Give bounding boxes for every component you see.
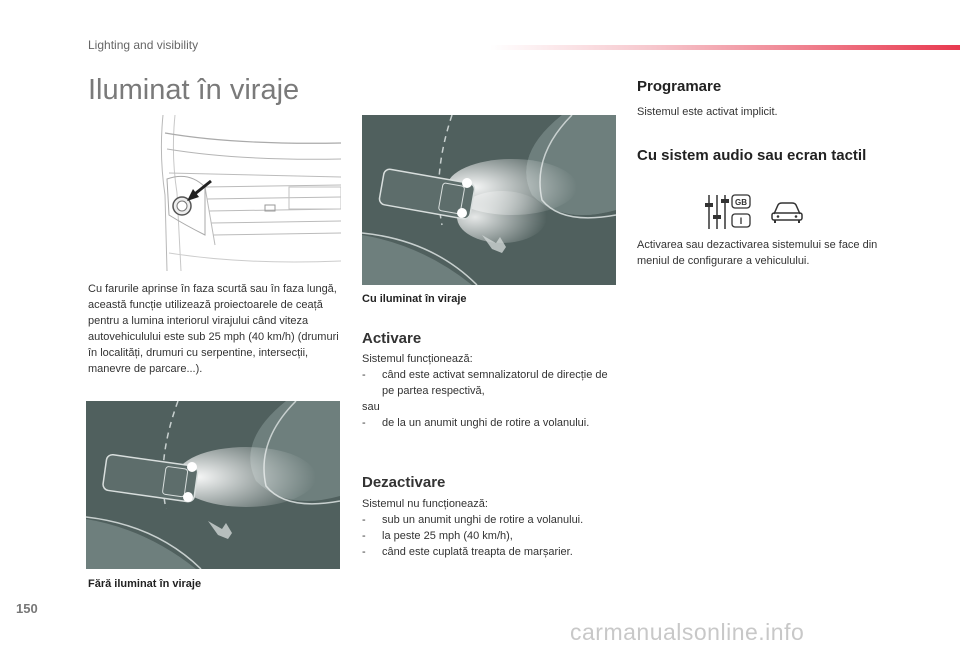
dezactivare-section bbox=[362, 496, 620, 560]
activare-section bbox=[362, 351, 620, 431]
page-title: Iluminat în viraje bbox=[88, 74, 300, 106]
badge-gb: GB bbox=[735, 198, 747, 207]
list-item-text: de la un anumit unghi de rotire a volanului. bbox=[382, 417, 590, 429]
dezactivare-heading: Dezactivare bbox=[362, 474, 446, 491]
bumper-illustration bbox=[145, 115, 341, 271]
list-item bbox=[362, 415, 620, 431]
section-label: Lighting and visibility bbox=[88, 38, 199, 52]
activare-or: sau bbox=[362, 401, 380, 413]
dash: - bbox=[362, 417, 366, 429]
page-number: 150 bbox=[16, 601, 38, 616]
illustration-without-cornering-light bbox=[86, 401, 340, 569]
programare-heading: Programare bbox=[637, 78, 722, 95]
badge-i: I bbox=[739, 216, 743, 226]
activare-heading: Activare bbox=[362, 330, 422, 347]
dash: - bbox=[362, 369, 366, 381]
settings-sliders-icon bbox=[703, 193, 753, 231]
list-item-text: când este activat semnalizatorul de direcție de pe partea respectivă, bbox=[382, 369, 608, 397]
watermark: carmanualsonline.info bbox=[570, 619, 805, 645]
car-icon bbox=[770, 200, 804, 224]
list-item bbox=[362, 528, 620, 544]
intro-paragraph: Cu farurile aprinse în faza scurtă sau în faza lungă, această funcție utilizează proiectoarele de ceață pentru a lumina interiorul virajului când viteza autovehiculului este sub 25 mph (40 km/h) (drumuri în localități, drumuri cu serpentine, intersecții, manevre de parcare...). bbox=[88, 283, 339, 375]
list-item-text: sub un anumit unghi de rotire a volanului. bbox=[382, 514, 584, 526]
list-item-text: când este cuplată treapta de marșarier. bbox=[382, 546, 573, 558]
list-item bbox=[362, 544, 620, 560]
list-item bbox=[362, 367, 620, 399]
dash: - bbox=[362, 514, 366, 526]
caption-without-cornering-light: Fără iluminat în viraje bbox=[88, 578, 202, 590]
programare-text: Sistemul este activat implicit. bbox=[637, 106, 778, 118]
dash: - bbox=[362, 530, 366, 542]
audio-heading: Cu sistem audio sau ecran tactil bbox=[637, 147, 867, 164]
list-item bbox=[362, 512, 620, 528]
header-accent-bar bbox=[490, 45, 960, 50]
caption-with-cornering-light: Cu iluminat în viraje bbox=[362, 293, 467, 305]
dezactivare-lead: Sistemul nu funcționează: bbox=[362, 498, 488, 510]
dash: - bbox=[362, 546, 366, 558]
list-item-text: la peste 25 mph (40 km/h), bbox=[382, 530, 513, 542]
illustration-with-cornering-light bbox=[362, 115, 616, 285]
activare-lead: Sistemul funcționează: bbox=[362, 353, 473, 365]
audio-text: Activarea sau dezactivarea sistemului se face din meniul de configurare a vehiculului. bbox=[637, 239, 878, 267]
